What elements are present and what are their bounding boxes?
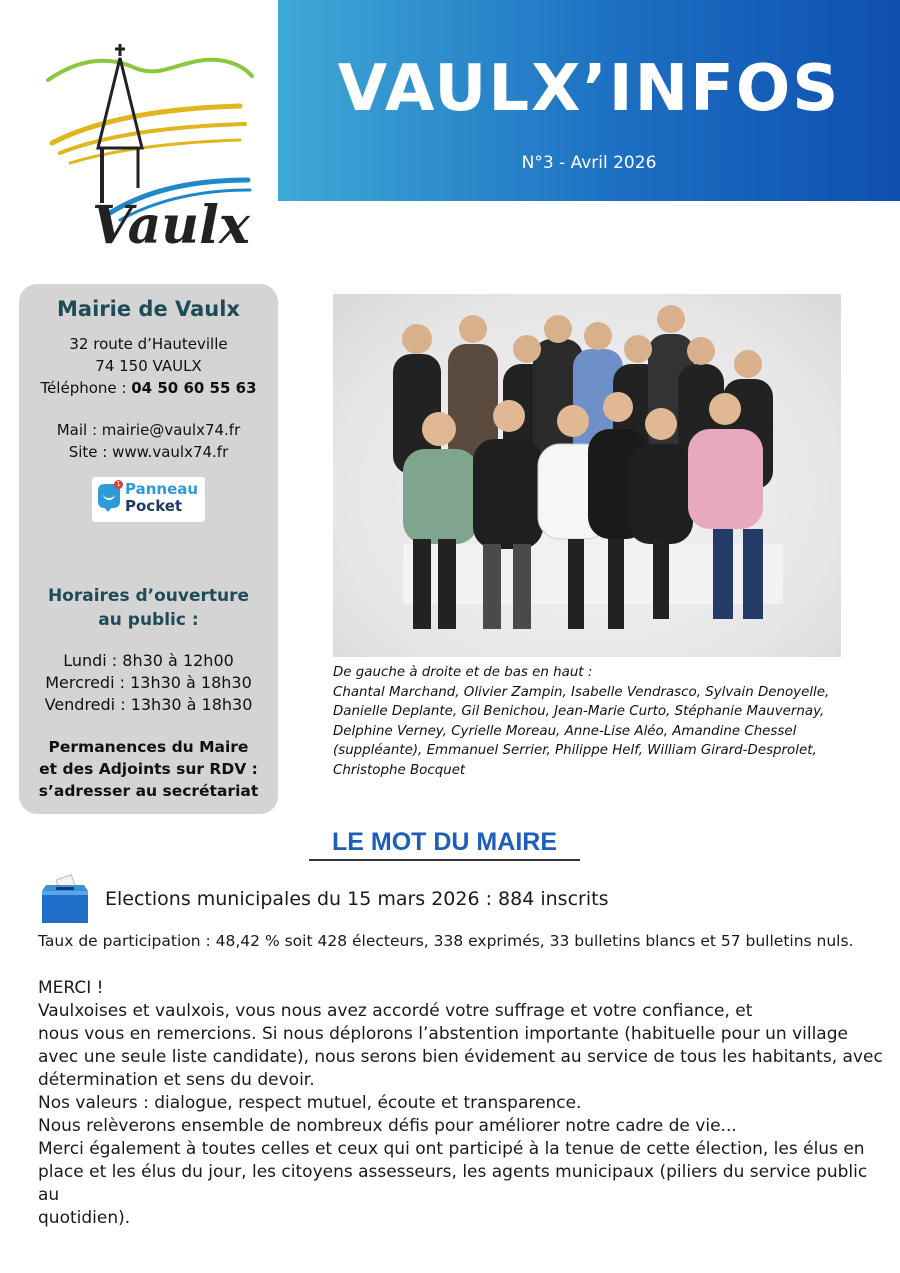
notification-dot: 1	[114, 480, 123, 489]
caption-line: Danielle Deplante, Gil Benichou, Jean-Marie Curto, Stéphanie Mauvernay,	[333, 704, 825, 720]
panneau-word: Panneau	[125, 480, 199, 498]
message-line: quotidien).	[38, 1208, 131, 1228]
address-line: 74 150 VAULX	[95, 357, 202, 375]
message-line: MERCI !	[38, 978, 104, 998]
hours-title-line: au public :	[98, 610, 199, 630]
newsletter-title: VAULX’INFOS	[337, 52, 841, 126]
opening-hours	[19, 650, 278, 716]
mairie-address	[19, 333, 278, 399]
message-line: avec une seule liste candidate), nous serons bien évidement au service de tous les habitants, avec	[38, 1047, 883, 1067]
council-group-photo	[333, 294, 841, 657]
mairie-info-panel	[19, 284, 278, 814]
caption-line: Delphine Verney, Cyrielle Moreau, Anne-Lise Aléo, Amandine Chessel	[333, 723, 797, 739]
photo-caption	[333, 663, 853, 781]
section-title: LE MOT DU MAIRE	[309, 828, 580, 861]
permanences-note	[19, 736, 278, 802]
mail-link[interactable]: Mail : mairie@vaulx74.fr	[56, 421, 241, 439]
hours-item: Lundi : 8h30 à 12h00	[63, 651, 234, 670]
message-line: Vaulxoises et vaulxois, vous nous avez accordé votre suffrage et votre confiance, et	[38, 1001, 753, 1021]
message-line: Nos valeurs : dialogue, respect mutuel, écoute et transparence.	[38, 1093, 582, 1113]
caption-line: Chantal Marchand, Olivier Zampin, Isabelle Vendrasco, Sylvain Denoyelle,	[333, 684, 830, 700]
pocket-word: Pocket	[125, 497, 183, 515]
hours-item: Vendredi : 13h30 à 18h30	[44, 695, 253, 714]
church-logo-icon	[40, 38, 265, 253]
permanences-line: s’adresser au secrétariat	[38, 782, 259, 800]
message-line: nous vous en remercions. Si nous déplorons l’abstention importante (habituelle pour un village	[38, 1024, 848, 1044]
mairie-contact	[19, 419, 278, 463]
message-line: place et les élus du jour, les citoyens assesseurs, les agents municipaux (piliers du service public au	[38, 1162, 868, 1205]
mairie-title: Mairie de Vaulx	[57, 297, 240, 321]
hours-item: Mercredi : 13h30 à 18h30	[45, 673, 252, 692]
permanences-line: Permanences du Maire	[48, 738, 249, 756]
message-line: détermination et sens du devoir.	[38, 1070, 315, 1090]
vaulx-logo	[40, 38, 265, 253]
permanences-line: et des Adjoints sur RDV :	[39, 760, 258, 778]
site-link[interactable]: Site : www.vaulx74.fr	[68, 443, 229, 461]
elections-headline: Elections municipales du 15 mars 2026 : 884 inscrits	[105, 888, 609, 910]
caption-line: (suppléante), Emmanuel Serrier, Philippe Helf, William Girard-Desprolet,	[333, 743, 817, 759]
ballot-box-icon	[38, 873, 92, 927]
phone-label: Téléphone :	[40, 379, 132, 397]
message-line: Merci également à toutes celles et ceux qui ont participé à la tenue de cette élection, les élus en	[38, 1139, 865, 1159]
svg-text:Vaulx: Vaulx	[92, 195, 250, 253]
phone-number: 04 50 60 55 63	[131, 379, 257, 397]
phone-line	[19, 377, 278, 399]
hours-title	[19, 584, 278, 632]
participation-rate: Taux de participation : 48,42 % soit 428 électeurs, 338 exprimés, 33 bulletins blancs et 57 bulletins nuls.	[38, 932, 854, 950]
caption-line: Christophe Bocquet	[333, 762, 466, 778]
panneau-pocket-badge[interactable]	[92, 477, 205, 522]
mayor-message	[38, 977, 883, 1230]
message-line: Nous relèverons ensemble de nombreux défis pour améliorer notre cadre de vie...	[38, 1116, 737, 1136]
caption-line: De gauche à droite et de bas en haut :	[333, 665, 593, 680]
issue-number: N°3 - Avril 2026	[521, 153, 657, 173]
header-banner	[278, 0, 900, 201]
hours-title-line: Horaires d’ouverture	[47, 586, 250, 606]
group-photo-illustration	[333, 294, 841, 657]
address-line: 32 route d’Hauteville	[69, 335, 228, 353]
